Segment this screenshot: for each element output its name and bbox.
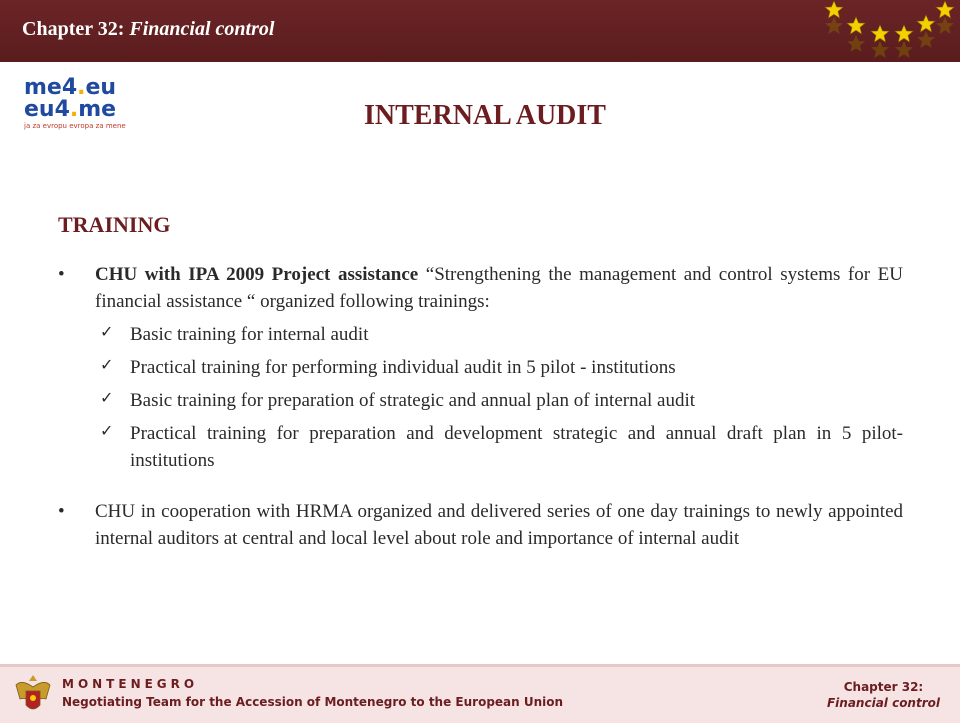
chapter-name: Financial control <box>129 18 275 40</box>
bullet-text: “Strengthening the management and control systems for EU financial assistance “ organized following trainings: <box>95 264 903 312</box>
checklist-item <box>58 322 903 349</box>
checklist-item-text: Practical training for performing individual audit in 5 pilot - institutions <box>130 356 676 378</box>
training-checklist <box>58 322 903 475</box>
footer-country: MONTENEGRO <box>62 677 199 691</box>
checklist-item-text: Basic training for preparation of strategic and annual plan of internal audit <box>130 389 696 411</box>
checkmark-icon: ✓ <box>100 422 114 440</box>
checklist-item-text: Practical training for preparation and development strategic and annual draft plan in 5 pilot- institutions <box>130 422 903 471</box>
checkmark-icon: ✓ <box>100 323 114 341</box>
svg-text:eu4.me: eu4.me <box>24 97 117 122</box>
bullet-icon: • <box>58 500 65 522</box>
bullet-item <box>58 262 903 316</box>
footer-bar <box>0 664 960 723</box>
bullet-text: CHU in cooperation with HRMA organized and delivered series of one day trainings to newly appointed internal auditors at central and local level about role and importance of internal audit <box>95 500 903 549</box>
checkmark-icon: ✓ <box>100 356 114 374</box>
footer-chapter-name: Financial control <box>826 696 940 711</box>
eu-stars-icon <box>820 0 960 62</box>
footer-chapter <box>827 679 940 711</box>
checklist-item <box>58 388 903 415</box>
bullet-item <box>58 499 903 553</box>
header-chapter-title <box>22 18 274 41</box>
chapter-prefix: Chapter 32: <box>22 18 130 40</box>
bullet-bold-text: CHU with IPA 2009 Project assistance <box>95 264 419 285</box>
coat-of-arms-icon <box>12 673 54 717</box>
svg-text:ja za evropu evropa za mene: ja za evropu evropa za mene <box>24 122 126 130</box>
checkmark-icon: ✓ <box>100 389 114 407</box>
checklist-item-text: Basic training for internal audit <box>130 323 369 345</box>
svg-text:me4.eu: me4.eu <box>24 75 117 100</box>
content-body <box>58 262 903 553</box>
bullet-icon: • <box>58 264 65 285</box>
footer-team: Negotiating Team for the Accession of Montenegro to the European Union <box>62 695 564 709</box>
section-heading: TRAINING <box>58 212 171 237</box>
header-bar <box>0 0 960 62</box>
checklist-item <box>58 355 903 382</box>
checklist-item <box>58 421 903 475</box>
page-title: INTERNAL AUDIT <box>364 100 606 131</box>
footer-chapter-number: Chapter 32: <box>843 680 924 694</box>
